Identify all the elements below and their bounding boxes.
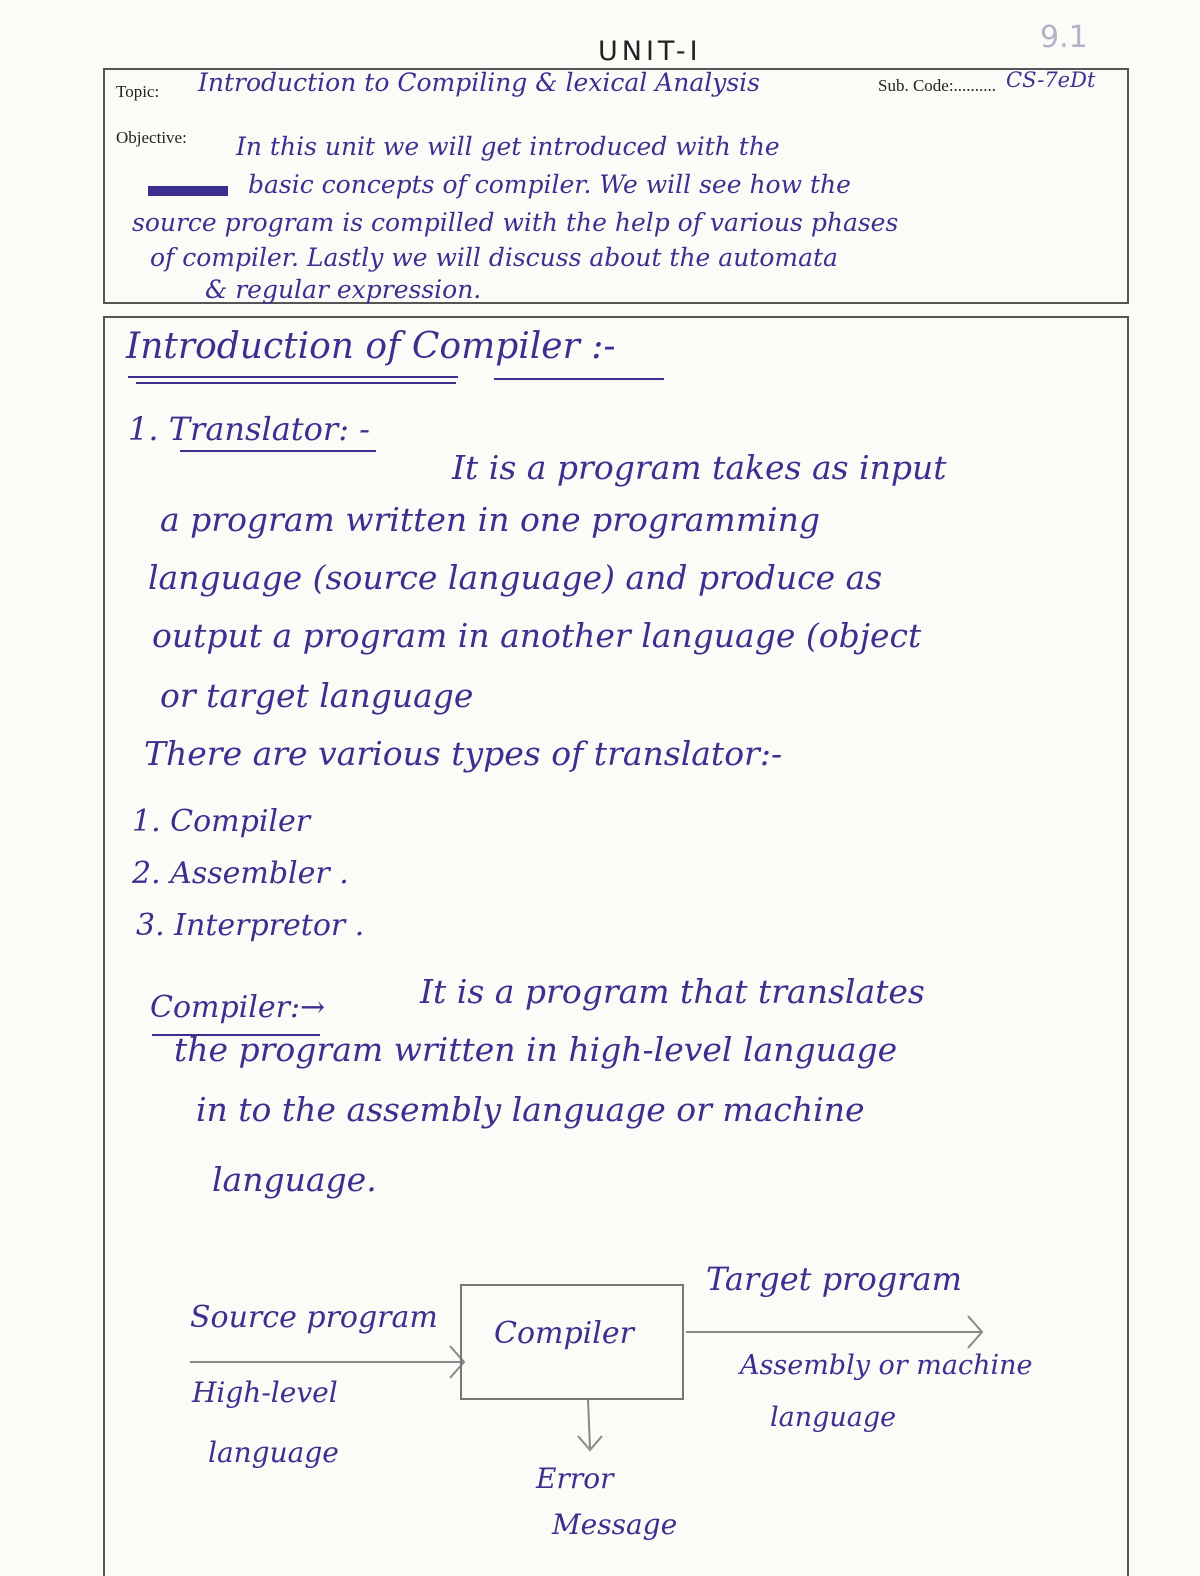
types-intro: There are various types of translator:- <box>144 734 783 773</box>
target-sub-label: language <box>770 1402 897 1433</box>
translator-definition-line: It is a program takes as input <box>452 448 947 487</box>
compiler-definition-line: the program written in high-level language <box>174 1030 898 1069</box>
objective-line: source program is compilled with the help of various phases <box>132 208 899 237</box>
subcode-value: CS-7eDt <box>1006 68 1096 92</box>
page-number: 9.1 <box>1040 20 1088 55</box>
compiler-heading: Compiler:→ <box>150 990 326 1025</box>
compiler-definition-line: in to the assembly language or machine <box>196 1090 865 1129</box>
translator-heading: 1. Translator: - <box>128 410 370 448</box>
list-item: 2. Assembler . <box>132 856 349 891</box>
list-item: 3. Interpretor . <box>136 908 365 943</box>
source-program-label: Source program <box>190 1300 438 1335</box>
topic-label: Topic: <box>116 82 160 101</box>
subcode-label: Sub. Code:.......... <box>878 76 997 95</box>
translator-definition-line: or target language <box>160 676 474 715</box>
objective-line: basic concepts of compiler. We will see how the <box>248 170 851 199</box>
target-sub-label: Assembly or machine <box>740 1350 1033 1381</box>
source-sub-label: High-level <box>192 1376 338 1409</box>
section-title: Introduction of Compiler :- <box>126 326 616 367</box>
list-item: 1. Compiler <box>132 804 311 839</box>
error-label: Error <box>536 1462 614 1495</box>
translator-definition-line: output a program in another language (object <box>152 616 922 655</box>
error-arrow <box>588 1400 590 1448</box>
objective-label: Objective: <box>116 128 187 147</box>
source-sub-label: language <box>208 1436 339 1469</box>
compiler-definition-line: It is a program that translates <box>420 972 925 1011</box>
objective-line: of compiler. Lastly we will discuss about the automata <box>150 243 838 272</box>
objective-line: & regular expression. <box>205 275 482 304</box>
translator-definition-line: a program written in one programming <box>160 500 820 539</box>
unit-title: UNIT-I <box>598 36 702 67</box>
compiler-definition-line: language. <box>212 1160 377 1199</box>
objective-line: In this unit we will get introduced with the <box>236 132 780 161</box>
compiler-box-label: Compiler <box>494 1316 634 1351</box>
target-program-label: Target program <box>706 1260 962 1298</box>
topic-text: Introduction to Compiling & lexical Analysis <box>198 68 761 97</box>
error-label: Message <box>552 1508 678 1541</box>
translator-definition-line: language (source language) and produce as <box>148 558 883 597</box>
